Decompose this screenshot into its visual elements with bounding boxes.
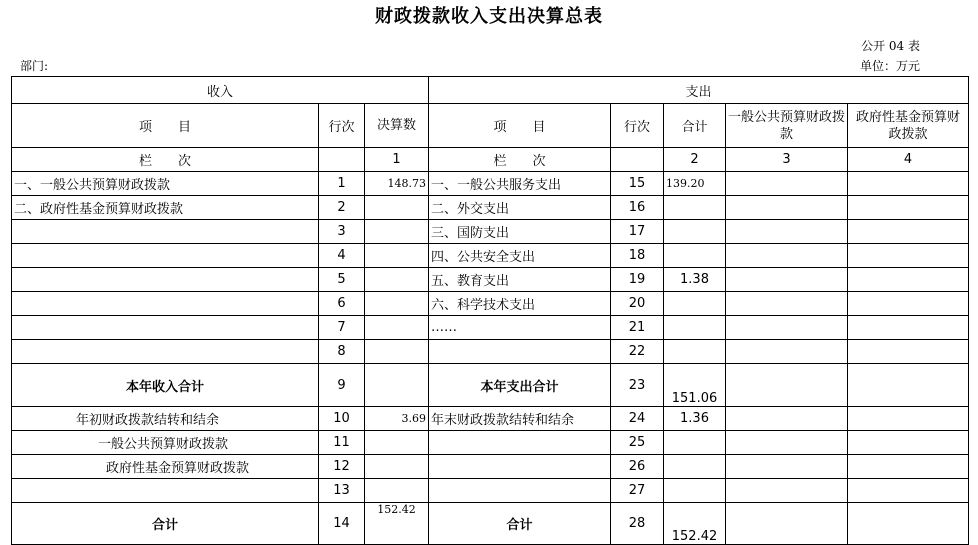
empty-cell	[848, 268, 969, 292]
income-item: 政府性基金预算财政拨款	[12, 455, 319, 479]
sub-rows	[12, 431, 969, 503]
expense-item	[429, 455, 611, 479]
income-line-no: 8	[319, 340, 365, 364]
income-line-no: 9	[319, 364, 365, 407]
income-value	[365, 244, 429, 268]
expense-total	[664, 455, 726, 479]
expense-item: ……	[429, 316, 611, 340]
expense-item: 四、公共安全支出	[429, 244, 611, 268]
income-value	[365, 316, 429, 340]
expense-total	[664, 431, 726, 455]
expense-total	[664, 220, 726, 244]
expense-total-header: 合计	[664, 104, 726, 148]
income-value	[365, 431, 429, 455]
empty-cell	[848, 196, 969, 220]
expense-line-no: 16	[611, 196, 664, 220]
income-line-no: 10	[319, 407, 365, 431]
income-item	[12, 268, 319, 292]
empty-cell	[726, 455, 848, 479]
expense-line-no: 25	[611, 431, 664, 455]
income-item	[12, 316, 319, 340]
income-value	[365, 455, 429, 479]
income-line-no: 14	[319, 503, 365, 545]
column-number: 1	[365, 148, 429, 172]
income-value: 3.69	[365, 407, 429, 431]
expense-total	[664, 479, 726, 503]
table-row	[12, 316, 969, 340]
expense-line-no: 17	[611, 220, 664, 244]
table-row	[12, 340, 969, 364]
table-row	[12, 172, 969, 196]
income-value: 148.73	[365, 172, 429, 196]
empty-cell	[726, 268, 848, 292]
empty-cell	[726, 196, 848, 220]
form-number: 公开 04 表	[861, 39, 920, 53]
income-line-no: 7	[319, 316, 365, 340]
empty-cell	[848, 340, 969, 364]
expense-line-no: 28	[611, 503, 664, 545]
expense-item: 合计	[429, 503, 611, 545]
expense-line-no: 27	[611, 479, 664, 503]
expense-total	[664, 340, 726, 364]
expense-line-no: 20	[611, 292, 664, 316]
empty-cell	[848, 172, 969, 196]
expense-item	[429, 340, 611, 364]
income-item: 二、政府性基金预算财政拨款	[12, 196, 319, 220]
income-value	[365, 340, 429, 364]
empty-cell	[726, 244, 848, 268]
expense-total: 152.42	[664, 503, 726, 545]
expense-total: 139.20	[664, 172, 726, 196]
expense-item: 五、教育支出	[429, 268, 611, 292]
income-item	[12, 244, 319, 268]
income-item-header: 项 目	[12, 104, 319, 148]
income-item: 本年收入合计	[12, 364, 319, 407]
empty-cell	[848, 479, 969, 503]
expense-line-no: 18	[611, 244, 664, 268]
table-row	[12, 292, 969, 316]
expense-total	[664, 244, 726, 268]
expense-header: 支出	[429, 77, 969, 104]
table-row	[12, 479, 969, 503]
income-line-no: 3	[319, 220, 365, 244]
income-item	[12, 479, 319, 503]
column-number: 2	[664, 148, 726, 172]
budget-table	[11, 76, 969, 545]
general-budget-header: 一般公共预算财政拨款	[726, 104, 848, 148]
expense-item: 三、国防支出	[429, 220, 611, 244]
expense-item	[429, 479, 611, 503]
empty-cell	[848, 431, 969, 455]
income-line-no: 11	[319, 431, 365, 455]
empty-cell	[726, 503, 848, 545]
empty-cell	[726, 172, 848, 196]
empty-cell	[848, 316, 969, 340]
income-value: 152.42	[365, 503, 429, 545]
expense-total: 151.06	[664, 364, 726, 407]
income-item: 一般公共预算财政拨款	[12, 431, 319, 455]
expense-line-no: 24	[611, 407, 664, 431]
income-value	[365, 364, 429, 407]
income-line-no: 13	[319, 479, 365, 503]
empty-cell	[848, 244, 969, 268]
empty-cell	[848, 364, 969, 407]
income-value	[365, 196, 429, 220]
table-row	[12, 220, 969, 244]
table-row	[12, 244, 969, 268]
empty-cell	[726, 364, 848, 407]
column-label-expense: 栏 次	[429, 148, 611, 172]
income-value	[365, 220, 429, 244]
income-item: 一、一般公共预算财政拨款	[12, 172, 319, 196]
expense-item: 本年支出合计	[429, 364, 611, 407]
income-line-no: 1	[319, 172, 365, 196]
income-item	[12, 340, 319, 364]
income-line-no: 2	[319, 196, 365, 220]
empty-cell	[848, 407, 969, 431]
table-row-carry	[12, 407, 969, 431]
expense-line-no-header: 行次	[611, 104, 664, 148]
income-line-no: 5	[319, 268, 365, 292]
table-row	[12, 455, 969, 479]
expense-line-no: 22	[611, 340, 664, 364]
empty-cell	[848, 503, 969, 545]
expense-item: 年末财政拨款结转和结余	[429, 407, 611, 431]
empty-cell	[848, 455, 969, 479]
table-row-year-total	[12, 364, 969, 407]
item-rows	[12, 172, 969, 364]
expense-line-no: 26	[611, 455, 664, 479]
expense-item-header: 项 目	[429, 104, 611, 148]
income-item: 年初财政拨款结转和结余	[12, 407, 319, 431]
income-item	[12, 220, 319, 244]
expense-total	[664, 316, 726, 340]
fund-budget-header: 政府性基金预算财政拨款	[848, 104, 969, 148]
department-label: 部门:	[20, 59, 49, 73]
empty-cell	[726, 340, 848, 364]
empty-cell	[726, 479, 848, 503]
table-row-grand-total	[12, 503, 969, 545]
empty-cell	[848, 292, 969, 316]
income-value	[365, 479, 429, 503]
unit-label: 单位：万元	[859, 59, 920, 73]
empty-cell	[611, 148, 664, 172]
expense-item: 六、科学技术支出	[429, 292, 611, 316]
expense-item: 二、外交支出	[429, 196, 611, 220]
column-label-income: 栏 次	[12, 148, 319, 172]
empty-cell	[726, 316, 848, 340]
expense-total	[664, 196, 726, 220]
empty-cell	[848, 220, 969, 244]
income-line-no: 4	[319, 244, 365, 268]
income-value	[365, 268, 429, 292]
income-header: 收入	[12, 77, 429, 104]
income-item: 合计	[12, 503, 319, 545]
column-number: 3	[726, 148, 848, 172]
page-title: 财政拨款收入支出决算总表	[375, 6, 603, 27]
expense-total: 1.36	[664, 407, 726, 431]
expense-total: 1.38	[664, 268, 726, 292]
expense-line-no: 23	[611, 364, 664, 407]
empty-cell	[726, 407, 848, 431]
income-final-header: 决算数	[365, 104, 429, 148]
income-item	[12, 292, 319, 316]
income-value	[365, 292, 429, 316]
table-row	[12, 431, 969, 455]
empty-cell	[726, 220, 848, 244]
expense-total	[664, 292, 726, 316]
empty-cell	[726, 292, 848, 316]
expense-item	[429, 431, 611, 455]
table-row	[12, 196, 969, 220]
table-row	[12, 268, 969, 292]
empty-cell	[319, 148, 365, 172]
expense-line-no: 15	[611, 172, 664, 196]
expense-line-no: 21	[611, 316, 664, 340]
expense-item: 一、一般公共服务支出	[429, 172, 611, 196]
column-number: 4	[848, 148, 969, 172]
income-line-no: 12	[319, 455, 365, 479]
income-line-no-header: 行次	[319, 104, 365, 148]
empty-cell	[726, 431, 848, 455]
income-line-no: 6	[319, 292, 365, 316]
expense-line-no: 19	[611, 268, 664, 292]
